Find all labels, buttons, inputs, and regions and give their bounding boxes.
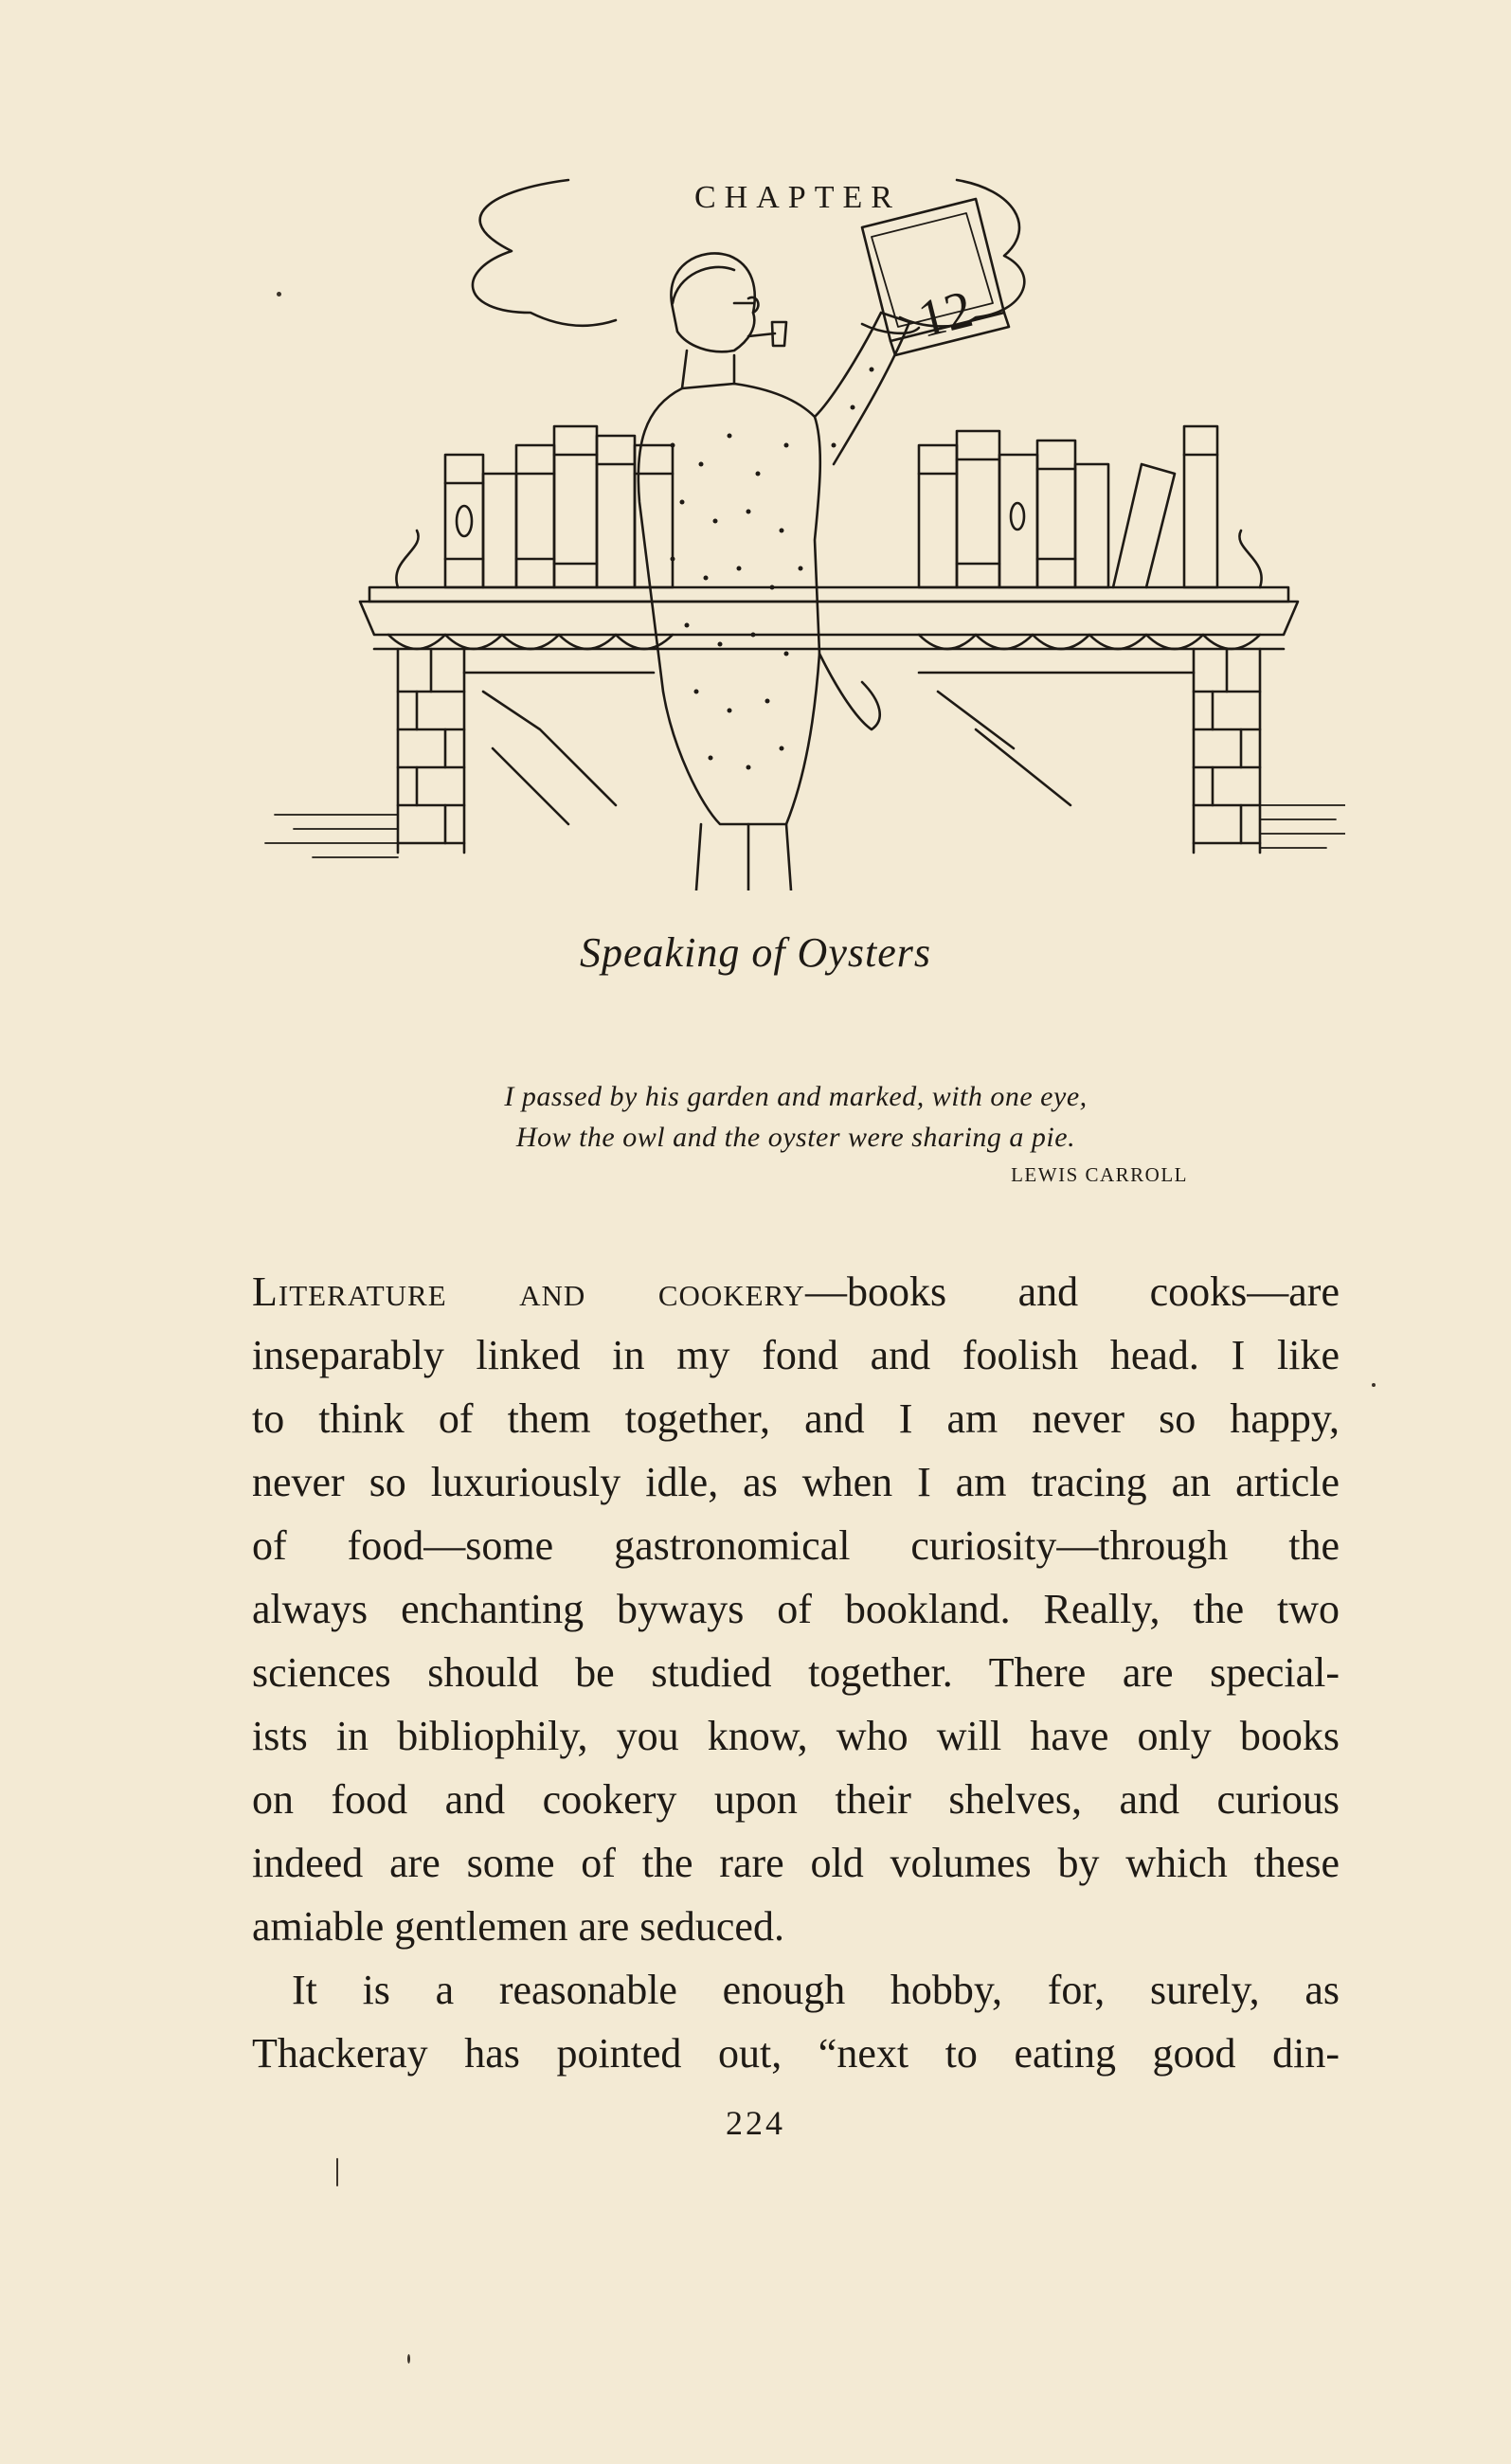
fireplace-left — [398, 649, 654, 853]
text-line: never so luxuriously idle, as when I am tracing an article — [252, 1459, 1340, 1505]
text-fragment: —books and cooks—are — [804, 1268, 1340, 1315]
paper-speck — [277, 292, 281, 297]
chapter-illustration — [256, 161, 1345, 890]
man-figure — [639, 253, 909, 890]
epigraph-line: I passed by his garden and marked, with one eye, — [504, 1081, 1088, 1112]
text-line: sciences should be studied together. There are special- — [252, 1649, 1340, 1696]
shelf-board — [369, 587, 1288, 602]
text-line: indeed are some of the rare old volumes by which these — [252, 1840, 1340, 1886]
jacket-pattern — [671, 368, 874, 770]
floor-hatching — [265, 805, 1345, 857]
text-line: Thackeray has pointed out, “next to eating good din- — [252, 2030, 1340, 2077]
text-line — [252, 1260, 1340, 1323]
text-line: ists in bibliophily, you know, who will have only books — [252, 1713, 1340, 1759]
chapter-label: CHAPTER — [694, 180, 901, 215]
lead-small-caps: Literature and cookery — [252, 1268, 805, 1315]
epigraph-attribution: LEWIS CARROLL — [1011, 1163, 1188, 1186]
epigraph-line: How the owl and the oyster were sharing a pie. — [515, 1122, 1076, 1153]
text-line: amiable gentlemen are seduced. — [252, 1903, 784, 1950]
epigraph — [398, 1076, 1194, 1187]
chapter-number: 12 — [912, 279, 979, 350]
thought-cloud — [473, 180, 616, 326]
books-right — [919, 426, 1217, 587]
page-number: 224 — [726, 2104, 785, 2142]
paper-speck — [1372, 1383, 1376, 1387]
text-line: to think of them together, and I am never so happy, — [252, 1395, 1340, 1442]
body-text — [252, 1260, 1340, 2085]
fireplace-right — [919, 649, 1260, 853]
chapter-title: Speaking of Oysters — [580, 929, 931, 976]
text-line: on food and cookery upon their shelves, and curious — [252, 1776, 1340, 1823]
text-line: always enchanting byways of bookland. Really, the two — [252, 1586, 1340, 1632]
text-line: of food—some gastronomical curiosity—through the — [252, 1522, 1340, 1569]
text-line: It is a reasonable enough hobby, for, surely, as — [292, 1967, 1340, 2013]
paper-speck — [336, 2158, 338, 2186]
paper-speck — [407, 2354, 410, 2364]
text-line: inseparably linked in my fond and foolish head. I like — [252, 1332, 1340, 1378]
books-left — [445, 426, 673, 587]
